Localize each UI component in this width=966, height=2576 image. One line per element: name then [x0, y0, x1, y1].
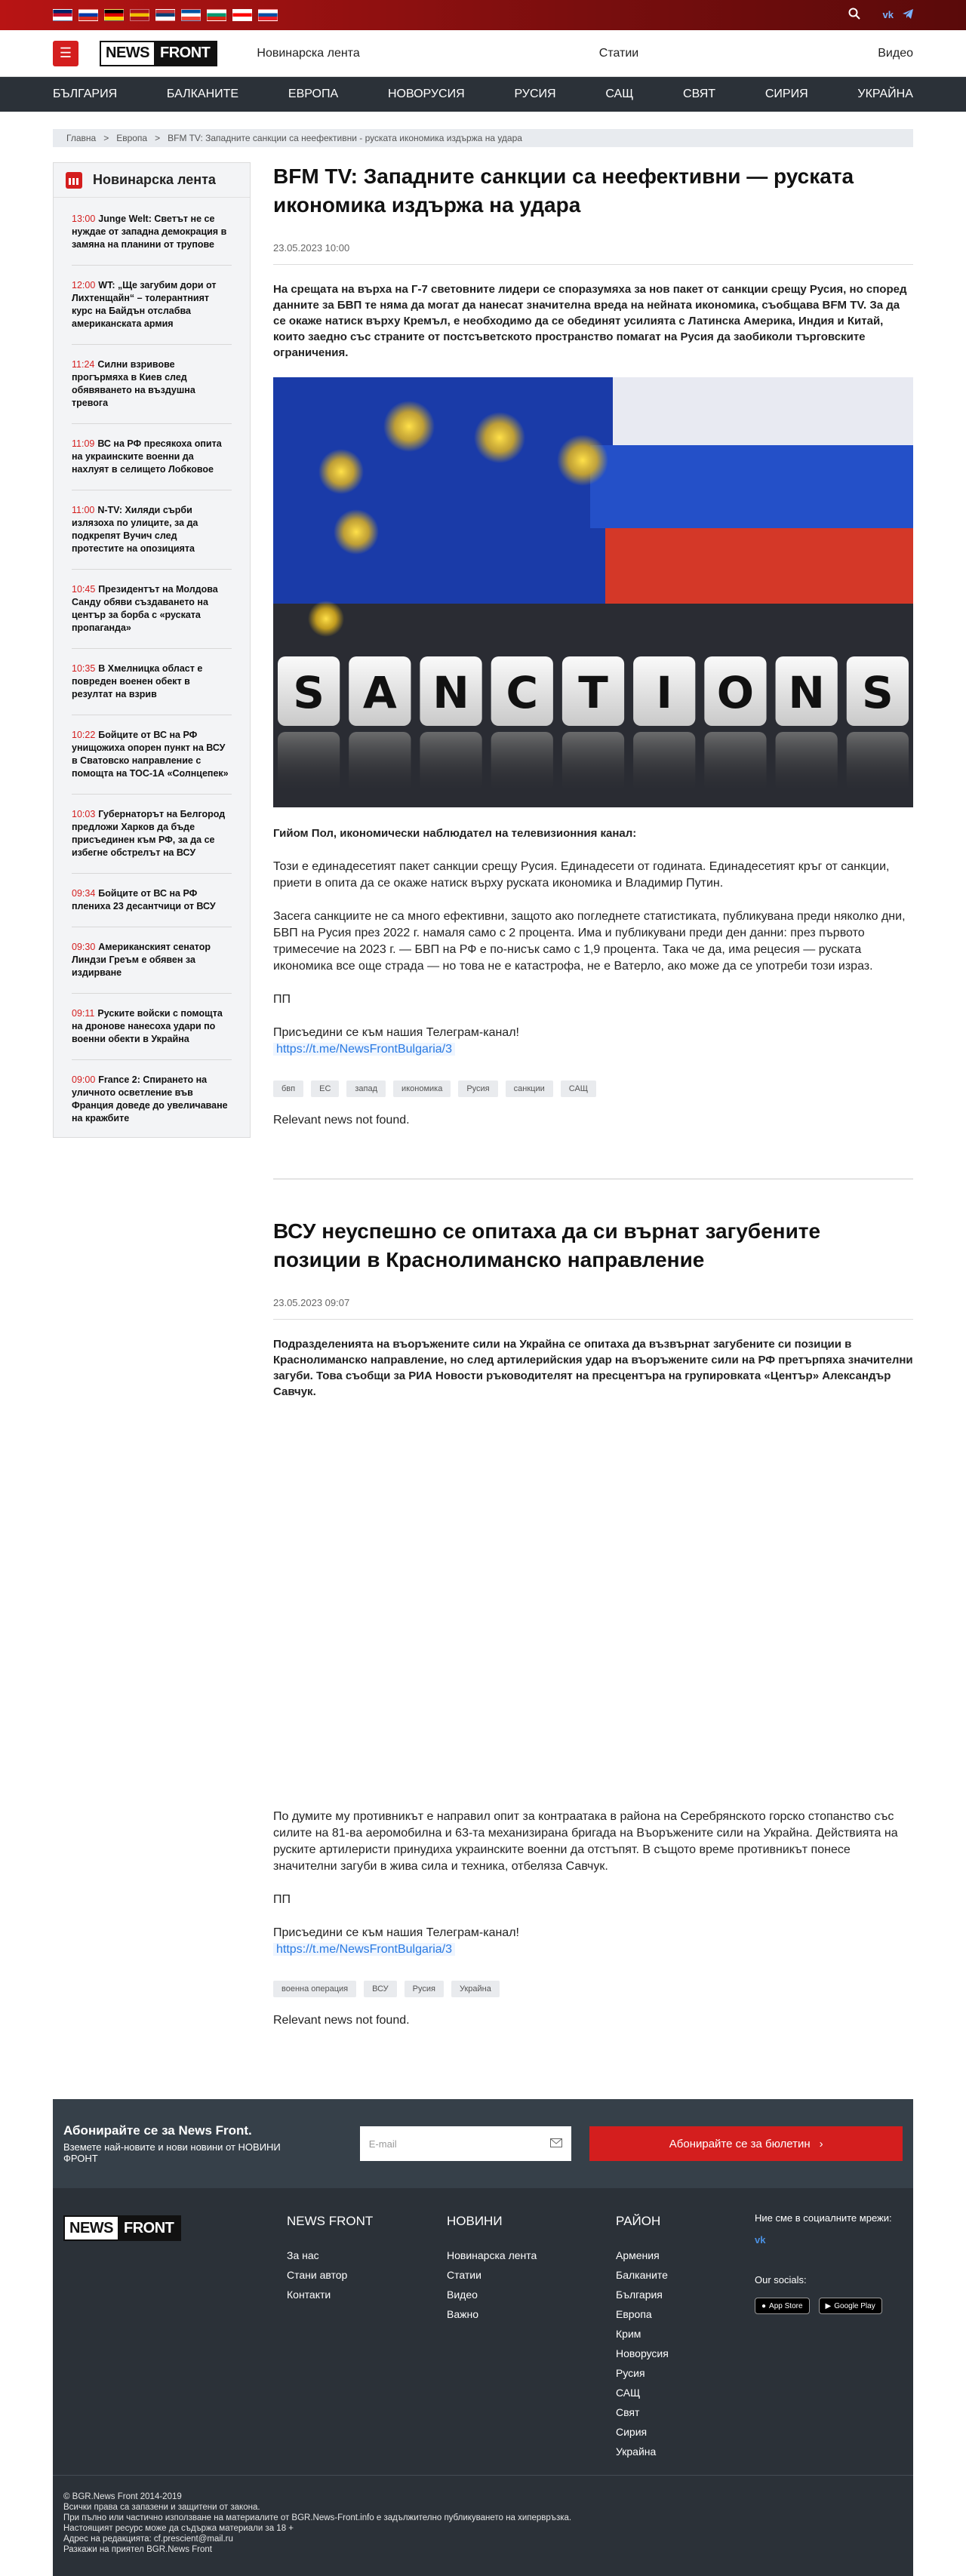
news-feed-item[interactable]	[72, 941, 232, 994]
nav-item-syria[interactable]: СИРИЯ	[764, 88, 808, 100]
tag[interactable]: ЕС	[311, 1081, 339, 1097]
footer-social	[755, 2212, 892, 2314]
tag[interactable]: санкции	[506, 1081, 553, 1097]
tag[interactable]: икономика	[393, 1081, 451, 1097]
footer-col-newsfront: NEWS FRONT За нас Стани автор Контакти	[287, 2214, 373, 2304]
tag[interactable]: Украйна	[451, 1981, 500, 1997]
die-reflection	[847, 732, 909, 792]
article-2	[273, 1217, 913, 2027]
breadcrumb-section[interactable]: Европа	[116, 133, 148, 143]
related-news: Relevant news not found.	[273, 2014, 410, 2027]
news-time: 09:30	[72, 942, 96, 952]
tag[interactable]: военна операция	[273, 1981, 356, 1997]
article-image	[273, 377, 913, 807]
sanctions-letter: S	[861, 667, 894, 718]
flag-georgia-icon[interactable]	[232, 9, 252, 21]
die-reflection	[704, 732, 766, 792]
video-link[interactable]: Видео	[878, 46, 913, 60]
footer-col-news: НОВИНИ Новинарска лента Статии Видео Важно	[447, 2214, 537, 2324]
die-reflection	[349, 732, 411, 792]
subscribe-button[interactable]: Абонирайте се за бюлетин ›	[589, 2126, 903, 2161]
tag[interactable]: бвп	[273, 1081, 303, 1097]
news-time: 13:00	[72, 214, 96, 224]
copyright-line: © BGR.News Front 2014-2019	[63, 2492, 182, 2501]
news-feed-item[interactable]	[72, 279, 232, 345]
article-tags	[273, 1981, 913, 1997]
mail-icon	[550, 2138, 562, 2150]
social-title: Ние сме в социалните мрежи:	[755, 2212, 892, 2224]
article-date: 23.05.2023 09:07	[273, 1297, 350, 1308]
chevron-right-icon: ›	[819, 2137, 823, 2150]
article-title: BFM TV: Западните санкции са неефективни — руската икономика издържа на удара	[273, 164, 854, 217]
flag-slovakia-icon[interactable]	[258, 9, 278, 21]
news-headline: Бойците от ВС на РФ унищожиха опорен пункт на ВСУ в Сватовско направление с помощта на ТОС-1А «Солнцепек»	[72, 730, 229, 779]
flag-france-icon[interactable]	[181, 9, 201, 21]
footer-link[interactable]: Статии	[447, 2269, 481, 2281]
news-feed-item[interactable]	[72, 213, 232, 266]
app-store-badge[interactable]: ● App Store	[755, 2298, 810, 2314]
vk-icon[interactable]: vk	[755, 2234, 766, 2246]
tag[interactable]: запад	[346, 1081, 386, 1097]
footer	[53, 2188, 913, 2576]
news-time: 09:34	[72, 888, 96, 899]
footer-link[interactable]: За нас	[287, 2249, 319, 2261]
vk-icon[interactable]: vk	[882, 9, 894, 20]
telegram-icon[interactable]	[903, 9, 913, 21]
footer-link[interactable]: България	[616, 2289, 663, 2301]
copyright-line: Настоящият ресурс може да съдържа материали за 18 +	[63, 2524, 294, 2533]
copyright-line: Адрес на редакцията: cf.prescient@mail.ru	[63, 2535, 233, 2544]
breadcrumb-separator: >	[103, 133, 109, 143]
nav-item-ukraine[interactable]: УКРАЙНА	[857, 88, 913, 100]
subscribe-subtitle: Вземете най-новите и нови новини от НОВИНИ ФРОНТ	[63, 2141, 281, 2164]
footer-link[interactable]: Русия	[616, 2367, 645, 2379]
footer-col-region: РАЙОН Армения Балканите България Европа Крим Новорусия Русия САЩ Свят Сирия Украйна	[616, 2214, 669, 2461]
telegram-link[interactable]: https://t.me/NewsFrontBulgaria/3	[273, 1043, 455, 1056]
article-lead: Подразделенията на въоръжените сили на Украйна се опитаха да възвърнат загубените си позиции в Краснолиманско направление, но след артилерийския удар на въоръжените сили на РФ претърпяха значителни загуби. Това съобщи за РИА Новости ръководителят на пресцентъра на групировката «Център» Александър Савчук.	[273, 1338, 913, 1398]
news-feed-item[interactable]	[72, 808, 232, 874]
our-socials-label: Our socials:	[755, 2274, 807, 2286]
article-1	[273, 162, 913, 1127]
sanctions-letter: O	[716, 667, 755, 718]
flag-russia-icon[interactable]	[78, 9, 98, 21]
breadcrumb-separator: >	[155, 133, 161, 143]
breadcrumb	[53, 129, 913, 147]
news-time: 11:09	[72, 438, 95, 449]
sanctions-letter: T	[578, 667, 608, 718]
news-feed-link[interactable]: Новинарска лента	[257, 46, 360, 60]
articles-link[interactable]: Статии	[598, 46, 639, 60]
hamburger-icon: ☰	[59, 45, 72, 60]
article-paragraph: Засега санкциите не са много ефективни, защото ако погледнете статистиката, публикувана преди няколко дни, БВП на Русия през 2022 г. намаля само с 2 процента. Има и публикувани преди ден данни: през първото тримесечие на 2023 г. — БВП на РФ е по-нисък само с 1,9 процента. Така че да, има рецесия — руската икономика все още страда — но това не е катастрофа, не е Ватерло, ако може да се употреби този израз.	[273, 910, 906, 973]
newsletter-subscribe	[53, 2099, 913, 2188]
language-flags	[53, 9, 278, 21]
copyright-line: Разкажи на приятел BGR.News Front	[63, 2545, 212, 2554]
footer-link[interactable]: Крим	[616, 2328, 641, 2340]
news-headline: Губернаторът на Белгород предложи Харков да бъде присъединен към РФ, за да се избегне обстрелът на ВСУ	[72, 809, 226, 858]
main-content	[273, 162, 913, 2027]
footer-link[interactable]: Видео	[447, 2289, 478, 2301]
flag-uk-icon[interactable]	[53, 9, 72, 21]
sanctions-letter: S	[293, 667, 325, 718]
die-reflection	[491, 732, 553, 792]
news-feed-item[interactable]	[72, 1074, 232, 1137]
calendar-icon	[66, 172, 82, 189]
header	[0, 30, 966, 77]
breadcrumb-home[interactable]: Главна	[66, 133, 97, 143]
article-signature: ПП	[273, 993, 291, 1006]
article-date: 23.05.2023 10:00	[273, 242, 350, 254]
die-reflection	[420, 732, 481, 792]
main-nav	[0, 77, 966, 112]
footer-link[interactable]: Европа	[616, 2308, 652, 2320]
news-feed-sidebar	[53, 162, 251, 1138]
copyright	[63, 2491, 571, 2555]
flag-spain-icon[interactable]	[130, 9, 149, 21]
news-feed-item[interactable]	[72, 729, 232, 795]
die-reflection	[776, 732, 838, 792]
copyright-line: Всички права са запазени и защитени от закона.	[63, 2503, 260, 2512]
email-placeholder: E-mail	[368, 2138, 397, 2150]
news-time: 09:11	[72, 1008, 95, 1019]
site-logo[interactable]: NEWS FRONT	[100, 41, 217, 66]
article-paragraph: По думите му противникът е направил опит за контраатака в района на Серебрянското горско стопанство със силите на 81-ва аеромобилна и 63-та механизирана бригада на Въоръжените сили на Украйна. Действията на руските артилеристи принудиха украинските военни да отстъпят. В същото време противникът понесе значителни загуби в жива сила и техника, отбеляза Савчук.	[273, 1810, 898, 1873]
news-headline: ВС на РФ пресякоха опита на украинските военни да нахлуят в селището Лобковое	[72, 438, 222, 475]
article-paragraph: Този е единадесетият пакет санкции срещу Русия. Единадесети от годината. Единадесетият кръг от санкции, приети в опита да се окаже натиск върху руската икономика и Владимир Путин.	[273, 860, 890, 890]
news-headline: Руските войски с помощта на дронове нанесоха удари по военни обекти в Украйна	[72, 1008, 223, 1044]
news-time: 12:00	[72, 280, 96, 290]
die-reflection	[633, 732, 695, 792]
footer-link[interactable]: Важно	[447, 2308, 479, 2320]
subscribe-title: Абонирайте се за News Front.	[63, 2123, 252, 2138]
die-reflection	[562, 732, 624, 792]
news-feed-item[interactable]	[72, 1007, 232, 1060]
footer-link[interactable]: Новинарска лента	[447, 2249, 537, 2261]
news-headline: WT: „Ще загубим дори от Лихтенщайн“ – толерантният курс на Байдън отслабва американската армия	[72, 280, 217, 329]
nav-item-europe[interactable]: ЕВРОПА	[288, 88, 339, 100]
nav-item-usa[interactable]: САЩ	[605, 88, 634, 100]
news-feed-item[interactable]	[72, 887, 232, 927]
footer-link[interactable]: Контакти	[287, 2289, 331, 2301]
footer-link[interactable]: Украйна	[616, 2445, 657, 2458]
article-signature: ПП	[273, 1893, 291, 1906]
news-feed-item[interactable]	[72, 358, 232, 424]
article-subhead: Гийом Пол, икономически наблюдател на телевизионния канал:	[273, 827, 637, 840]
nav-item-russia[interactable]: РУСИЯ	[514, 88, 556, 100]
sidebar-title: Новинарска лента	[93, 172, 216, 187]
email-input[interactable]	[360, 2126, 572, 2161]
news-headline: France 2: Спирането на уличното осветление във Франция доведе до увеличаване на кражбите	[72, 1074, 228, 1124]
sanctions-letter: N	[432, 667, 469, 718]
related-news: Relevant news not found.	[273, 1114, 410, 1127]
news-headline: Бойците от ВС на РФ плениха 23 десантчици от ВСУ	[72, 888, 216, 911]
tag[interactable]: Русия	[405, 1981, 444, 1997]
sanctions-letter: C	[506, 667, 539, 718]
news-headline: N-TV: Хиляди сърби излязоха по улиците, за да подкрепят Вучич след протестите на опозицията	[72, 505, 198, 554]
copyright-line: При пълно или частично използване на материалите от BGR.News-Front.info е задължително публикуването на хипервръзка.	[63, 2513, 572, 2522]
play-icon: ▶	[825, 2301, 832, 2310]
news-feed-item[interactable]	[72, 504, 232, 570]
news-headline: Президентът на Молдова Санду обяви създаването на център за борба с «руската пропаганда»	[72, 584, 218, 633]
search-icon[interactable]	[848, 8, 860, 23]
tag[interactable]: САЩ	[561, 1081, 596, 1097]
news-time: 10:03	[72, 809, 96, 819]
news-feed-item[interactable]	[72, 438, 232, 490]
news-feed-item[interactable]	[72, 583, 232, 649]
menu-button[interactable]	[53, 41, 78, 66]
sanctions-letter: N	[788, 667, 825, 718]
embedded-media-placeholder	[273, 1400, 913, 1792]
footer-link[interactable]: Сирия	[616, 2426, 648, 2438]
article-tags	[273, 1081, 913, 1097]
telegram-cta: Присъедини се към нашия Телеграм-канал!	[273, 1026, 519, 1039]
news-headline: Американският сенатор Линдзи Греъм е обявен за издирване	[72, 942, 211, 978]
footer-link[interactable]: Стани автор	[287, 2269, 348, 2281]
flag-serbia-icon[interactable]	[155, 9, 175, 21]
news-time: 09:00	[72, 1074, 96, 1085]
apple-icon: ●	[761, 2301, 767, 2310]
nav-item-bulgaria[interactable]: БЪЛГАРИЯ	[53, 88, 118, 100]
news-time: 11:00	[72, 505, 95, 515]
footer-link[interactable]: Балканите	[616, 2269, 668, 2281]
breadcrumb-current: BFM TV: Западните санкции са неефективни - руската икономика издържа на удара	[168, 133, 522, 143]
article-lead: На срещата на върха на Г-7 световните лидери се споразумяха за нов пакет от санкции срещу Русия, но според данните за БВП те няма да могат да нанесат значителна вреда на нейната икономика, съобщава BFM TV. За да се окаже натиск върху Кремъл, е необходимо да се обединят усилията с Латинска Америка, Индия и Китай, които заедно със страните от постсъветското пространство помагат на Русия да заобиколи търговските ограничения.	[273, 283, 907, 359]
flag-bulgaria-icon[interactable]	[207, 9, 226, 21]
sanctions-letter: I	[656, 667, 673, 718]
footer-logo[interactable]: NEWS FRONT	[63, 2215, 181, 2241]
telegram-cta: Присъедини се към нашия Телеграм-канал!	[273, 1926, 519, 1939]
nav-item-novorossiya[interactable]: НОВОРУСИЯ	[387, 88, 465, 100]
news-headline: Силни взривове прогърмяха в Киев след обявяването на въздушна тревога	[72, 359, 195, 408]
footer-link[interactable]: Новорусия	[616, 2347, 669, 2359]
die-reflection	[278, 732, 340, 792]
news-time: 11:24	[72, 359, 95, 370]
tag[interactable]: Русия	[458, 1081, 497, 1097]
news-headline: В Хмелницка област е повреден военен обект в резултат на взрив	[72, 663, 203, 699]
article-title: ВСУ неуспешно се опитаха да си върнат загубените позиции в Краснолиманско направление	[273, 1219, 821, 1271]
nav-item-world[interactable]: СВЯТ	[683, 88, 716, 100]
sanctions-letter: A	[362, 667, 397, 718]
nav-item-balkans[interactable]: БАЛКАНИТЕ	[166, 88, 239, 100]
news-feed-item[interactable]	[72, 662, 232, 715]
tag[interactable]: ВСУ	[364, 1981, 397, 1997]
flag-germany-icon[interactable]	[104, 9, 124, 21]
news-time: 10:45	[72, 584, 96, 595]
news-headline: Junge Welt: Светът не се нуждае от западна демокрация в замяна на планини от трупове	[72, 214, 227, 250]
news-time: 10:35	[72, 663, 96, 674]
google-play-badge[interactable]: ▶ Google Play	[819, 2298, 882, 2314]
news-time: 10:22	[72, 730, 96, 740]
footer-link[interactable]: САЩ	[616, 2387, 641, 2399]
footer-link[interactable]: Свят	[616, 2406, 640, 2418]
top-bar	[0, 0, 966, 30]
telegram-link[interactable]: https://t.me/NewsFrontBulgaria/3	[273, 1943, 455, 1956]
footer-link[interactable]: Армения	[616, 2249, 660, 2261]
